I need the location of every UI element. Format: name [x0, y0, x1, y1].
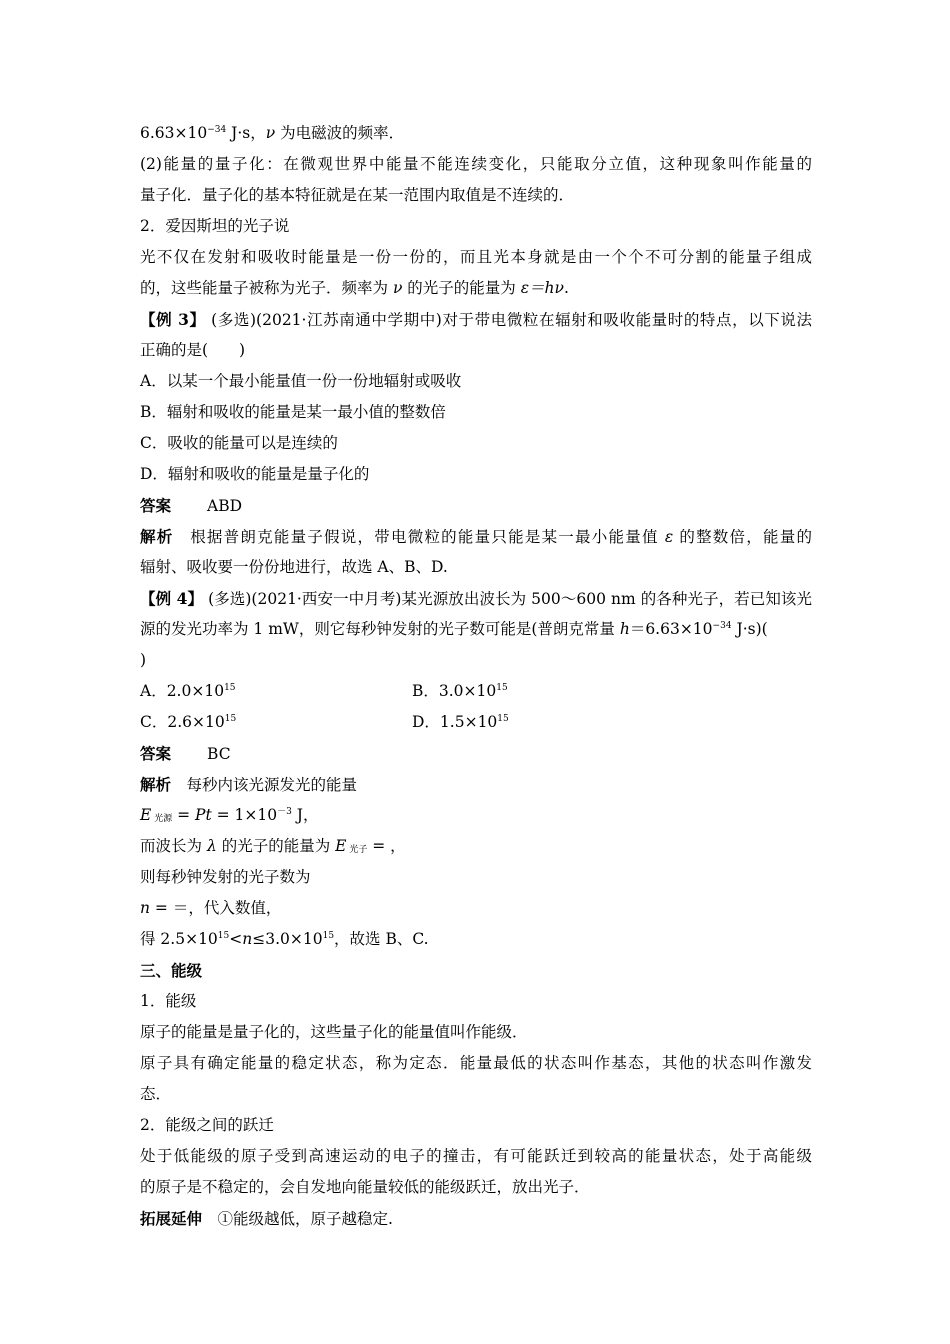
- text-line: 态．: [140, 1085, 172, 1103]
- options-row: [140, 707, 812, 738]
- option-c: C．吸收的能量可以是连续的: [140, 434, 338, 452]
- answer-line: 答案 BC: [140, 744, 231, 763]
- formula-line: 而波长为 λ 的光子的能量为 E 光子 = ，: [140, 837, 406, 855]
- extension-note: 拓展延伸 ①能级越低，原子越稳定.: [140, 1209, 393, 1228]
- formula-line: 得 $2.5\times 10^{15}<n\le 3.0\times 10^{15}$，故选 B、C.: [140, 930, 429, 948]
- option-a: A．$2.0\times 10^{15}$: [140, 682, 236, 700]
- explanation-line: 解析 每秒内该光源发光的能量: [140, 775, 358, 794]
- example-tag: 【例 4】: [140, 589, 204, 608]
- text-line: 的原子是不稳定的，会自发地向能量较低的能级跃迁，放出光子．: [140, 1178, 590, 1196]
- text-line: 光不仅在发射和吸收时能量是一份一份的，而且光本身就是由一个个不可分割的能量子组成: [140, 248, 812, 266]
- options-row: [140, 676, 812, 707]
- text-line: 处于低能级的原子受到高速运动的电子的撞击，有可能跃迁到较高的能量状态，处于高能级: [140, 1147, 812, 1165]
- option-d: D．辐射和吸收的能量是量子化的: [140, 465, 370, 483]
- option-c: C．$2.6\times 10^{15}$: [140, 713, 237, 731]
- text-line: 原子的能量是量子化的，这些量子化的能量值叫作能级．: [140, 1023, 528, 1041]
- text-line: 量子化．量子化的基本特征就是在某一范围内取值是不连续的．: [140, 186, 575, 204]
- option-b: B．$3.0\times 10^{15}$: [412, 682, 508, 700]
- subheading: 1．能级: [140, 992, 197, 1010]
- page-content: [140, 118, 812, 1234]
- example-3-stem: 【例 3】 (多选)(2021·江苏南通中学期中)对于带电微粒在辐射和吸收能量时的特点，以下说法: [140, 310, 812, 329]
- text-line: $6.63\times 10^{-34}$ J·s，ν 为电磁波的频率．: [140, 124, 405, 142]
- answer-line: 答案 ABD: [140, 496, 243, 515]
- option-d: D．$1.5\times 10^{15}$: [412, 713, 509, 731]
- example-tag: 【例 3】: [140, 310, 206, 329]
- option-b: B．辐射和吸收的能量是某一最小值的整数倍: [140, 403, 446, 421]
- explanation-line: 解析 根据普朗克能量子假说，带电微粒的能量只能是某一最小能量值 ε 的整数倍，能量的: [140, 527, 812, 546]
- text-line: (2)能量的量子化：在微观世界中能量不能连续变化，只能取分立值，这种现象叫作能量的: [140, 155, 812, 173]
- section-heading: 三、能级: [140, 961, 203, 980]
- text-line: 原子具有确定能量的稳定状态，称为定态．能量最低的状态叫作基态，其他的状态叫作激发: [140, 1054, 812, 1072]
- formula-line: n = ＝，代入数值，: [140, 899, 282, 917]
- subheading: 2．爱因斯坦的光子说: [140, 217, 290, 235]
- text-line: 的，这些能量子被称为光子．频率为 ν 的光子的能量为 ε＝hν.: [140, 279, 569, 297]
- subheading: 2．能级之间的跃迁: [140, 1116, 274, 1134]
- formula-line: E 光源 = $Pt = 1\times 10^{-3}$ J，: [140, 806, 319, 824]
- example-4-stem: 源的发光功率为 1 mW，则它每秒钟发射的光子数可能是(普朗克常量 $h=6.63\times 10^{-34}$ J·s)(: [140, 620, 768, 638]
- option-a: A．以某一个最小能量值一份一份地辐射或吸收: [140, 372, 462, 390]
- example-3-stem: 正确的是( ): [140, 341, 246, 359]
- explanation-line: 则每秒钟发射的光子数为: [140, 868, 311, 886]
- example-4-stem: 【例 4】 (多选)(2021·西安一中月考)某光源放出波长为 500～600 nm 的各种光子，若已知该光: [140, 589, 813, 608]
- example-4-stem: ): [140, 651, 147, 669]
- explanation-line: 辐射、吸收要一份份地进行，故选 A、B、D.: [140, 558, 448, 576]
